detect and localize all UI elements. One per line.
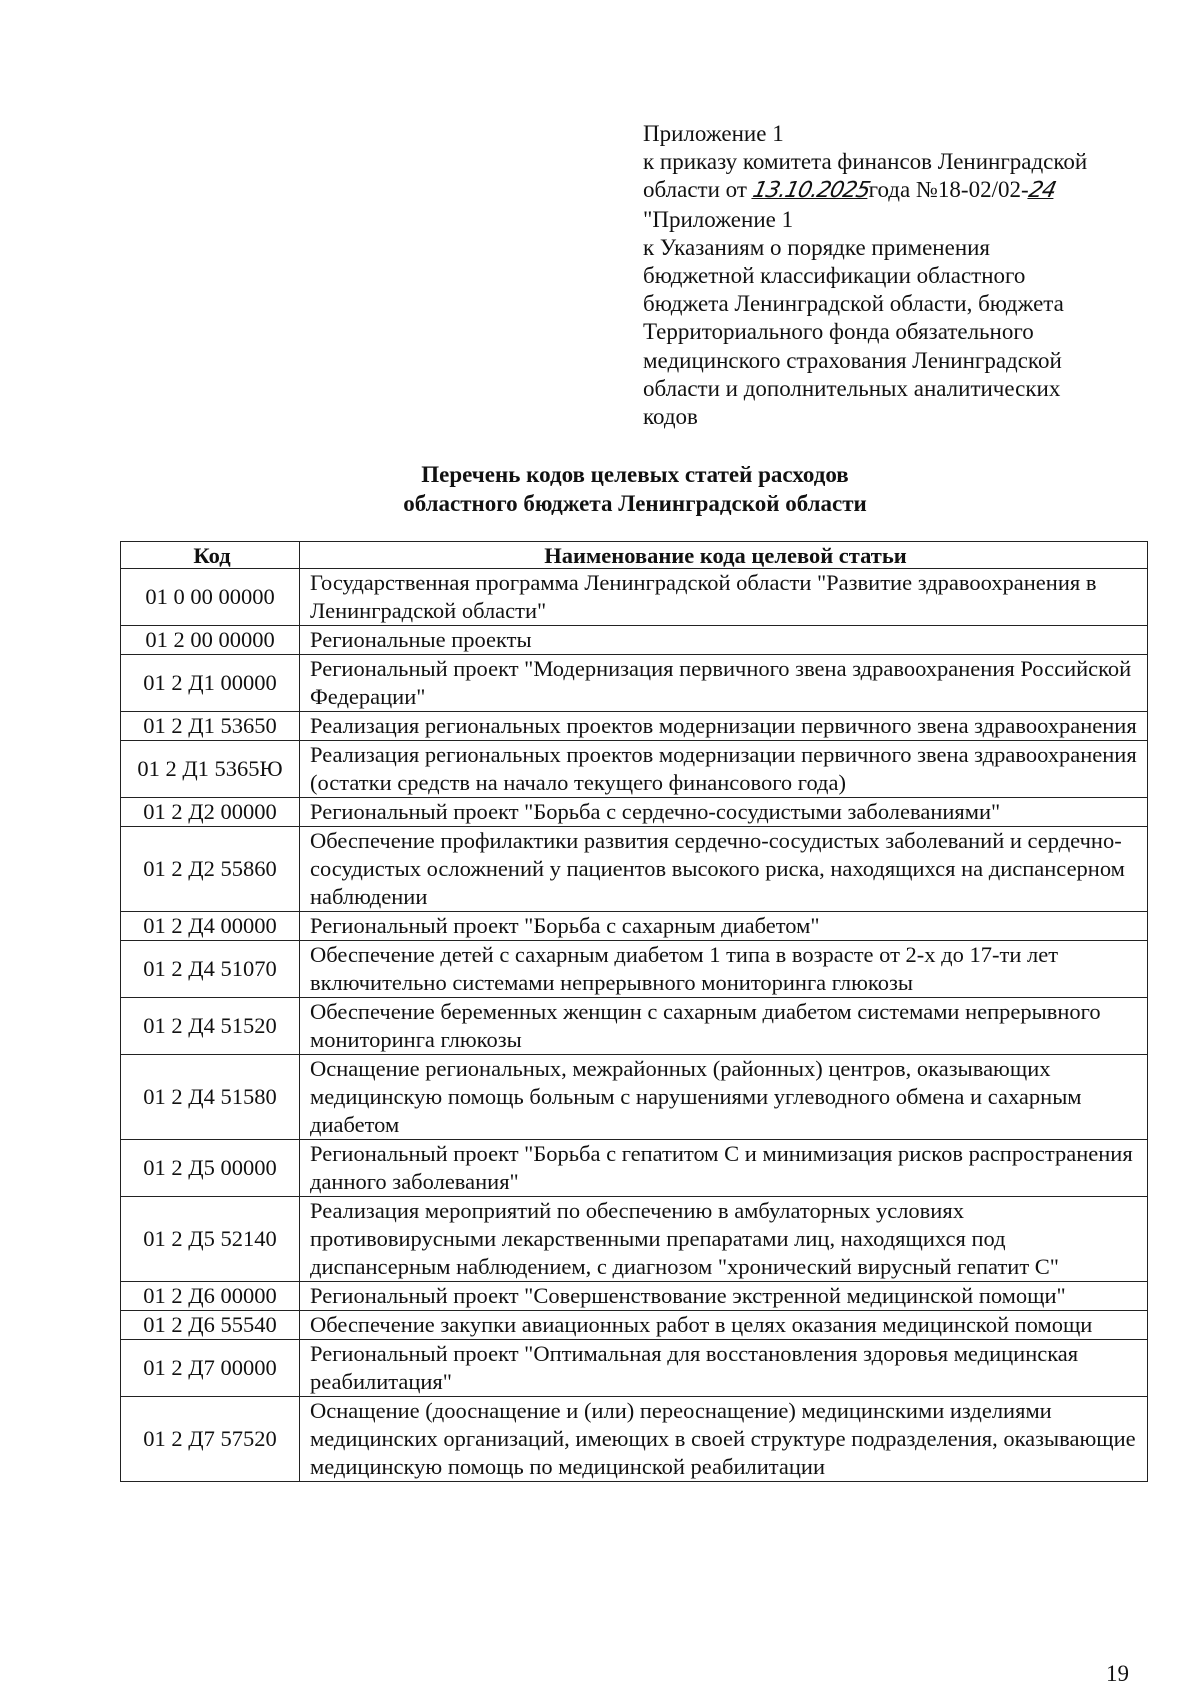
handwritten-date: 13.10.2025 [750, 178, 872, 204]
code-cell: 01 2 Д4 00000 [121, 912, 300, 941]
name-cell: Региональный проект "Совершенствование экстренной медицинской помощи" [300, 1282, 1148, 1311]
name-cell: Региональный проект "Борьба с сахарным диабетом" [300, 912, 1148, 941]
table-row [121, 1340, 1148, 1397]
title-line: Перечень кодов целевых статей расходов [421, 462, 849, 487]
appendix-line: Территориального фонда обязательного [643, 319, 1034, 345]
name-cell: Реализация мероприятий по обеспечению в амбулаторных условиях противовирусными лекарственными препаратами лиц, находящихся под диспансерным наблюдением, с диагнозом "хронический вирусный гепатит С" [300, 1197, 1148, 1282]
name-cell: Обеспечение беременных женщин с сахарным диабетом системами непрерывного мониторинга глюкозы [300, 998, 1148, 1055]
appendix-line: медицинского страхования Ленинградской [643, 347, 1062, 373]
appendix-line: Приложение 1 [643, 121, 784, 146]
name-cell: Региональный проект "Оптимальная для восстановления здоровья медицинская реабилитация" [300, 1340, 1148, 1397]
table-row [121, 655, 1148, 712]
table-body [121, 569, 1148, 1482]
name-cell: Региональный проект "Борьба с гепатитом С и минимизация рисков распространения данного заболевания" [300, 1140, 1148, 1197]
table-row [121, 1397, 1148, 1482]
name-cell: Оснащение региональных, межрайонных (районных) центров, оказывающих медицинскую помощь больным с нарушениями углеводного обмена и сахарным диабетом [300, 1055, 1148, 1140]
table-row [121, 1282, 1148, 1311]
table-row [121, 626, 1148, 655]
code-cell: 01 2 Д4 51520 [121, 998, 300, 1055]
appendix-line: бюджетной классификации областного [643, 263, 1026, 289]
name-cell: Оснащение (дооснащение и (или) переоснащение) медицинскими изделиями медицинских организаций, имеющих в своей структуре подразделения, оказывающие медицинскую помощь по медицинской реабилитации [300, 1397, 1148, 1482]
code-cell: 01 2 Д7 00000 [121, 1340, 300, 1397]
code-cell: 01 2 Д6 55540 [121, 1311, 300, 1340]
appendix-line: области и дополнительных аналитических [643, 375, 1061, 401]
name-cell: Обеспечение профилактики развития сердечно-сосудистых заболеваний и сердечно-сосудистых осложнений у пациентов высокого риска, находящихся на диспансерном наблюдении [300, 827, 1148, 912]
page-number: 19 [1106, 1661, 1129, 1686]
code-cell: 01 2 Д6 00000 [121, 1282, 300, 1311]
table-row [121, 798, 1148, 827]
table-header-row [121, 542, 1148, 569]
target-codes-table [120, 541, 1148, 1482]
table-row [121, 712, 1148, 741]
appendix-line: кодов [643, 404, 698, 430]
table-row [121, 1055, 1148, 1140]
table-row [121, 569, 1148, 626]
code-cell: 01 2 Д5 52140 [121, 1197, 300, 1282]
code-cell: 01 2 Д4 51580 [121, 1055, 300, 1140]
column-header-name: Наименование кода целевой статьи [300, 542, 1148, 569]
table-row [121, 998, 1148, 1055]
column-header-code: Код [121, 542, 300, 569]
table-row [121, 741, 1148, 798]
table-row [121, 1140, 1148, 1197]
code-cell: 01 2 Д1 00000 [121, 655, 300, 712]
table-row [121, 827, 1148, 912]
appendix-line-middle: года №18-02/02- [868, 177, 1029, 203]
name-cell: Обеспечение закупки авиационных работ в целях оказания медицинской помощи [300, 1311, 1148, 1340]
table-row [121, 912, 1148, 941]
table-row [121, 1311, 1148, 1340]
handwritten-order-number: 24 [1026, 178, 1058, 204]
code-cell: 01 2 Д1 5365Ю [121, 741, 300, 798]
table-row [121, 941, 1148, 998]
code-cell: 01 2 Д5 00000 [121, 1140, 300, 1197]
code-cell: 01 2 Д7 57520 [121, 1397, 300, 1482]
code-cell: 01 2 Д4 51070 [121, 941, 300, 998]
name-cell: Региональные проекты [300, 626, 1148, 655]
appendix-header [643, 120, 1163, 431]
table-row [121, 1197, 1148, 1282]
name-cell: Региональный проект "Модернизация первичного звена здравоохранения Российской Федерации" [300, 655, 1148, 712]
code-cell: 01 2 Д1 53650 [121, 712, 300, 741]
appendix-line: к приказу комитета финансов Ленинградской [643, 149, 1088, 175]
code-cell: 01 0 00 00000 [121, 569, 300, 626]
title-line: областного бюджета Ленинградской области [403, 491, 867, 516]
code-cell: 01 2 00 00000 [121, 626, 300, 655]
code-cell: 01 2 Д2 00000 [121, 798, 300, 827]
appendix-line-prefix: области от [643, 177, 753, 203]
appendix-line: к Указаниям о порядке применения [643, 234, 991, 260]
appendix-order-line [643, 176, 1163, 205]
name-cell: Реализация региональных проектов модернизации первичного звена здравоохранения [300, 712, 1148, 741]
code-cell: 01 2 Д2 55860 [121, 827, 300, 912]
name-cell: Государственная программа Ленинградской области "Развитие здравоохранения в Ленинградской области" [300, 569, 1148, 626]
name-cell: Обеспечение детей с сахарным диабетом 1 типа в возрасте от 2-х до 17-ти лет включительно системами непрерывного мониторинга глюкозы [300, 941, 1148, 998]
name-cell: Реализация региональных проектов модернизации первичного звена здравоохранения (остатки средств на начало текущего финансового года) [300, 741, 1148, 798]
name-cell: Региональный проект "Борьба с сердечно-сосудистыми заболеваниями" [300, 798, 1148, 827]
appendix-line: "Приложение 1 [643, 206, 794, 232]
appendix-line: бюджета Ленинградской области, бюджета [643, 291, 1064, 317]
document-title [120, 460, 1150, 518]
